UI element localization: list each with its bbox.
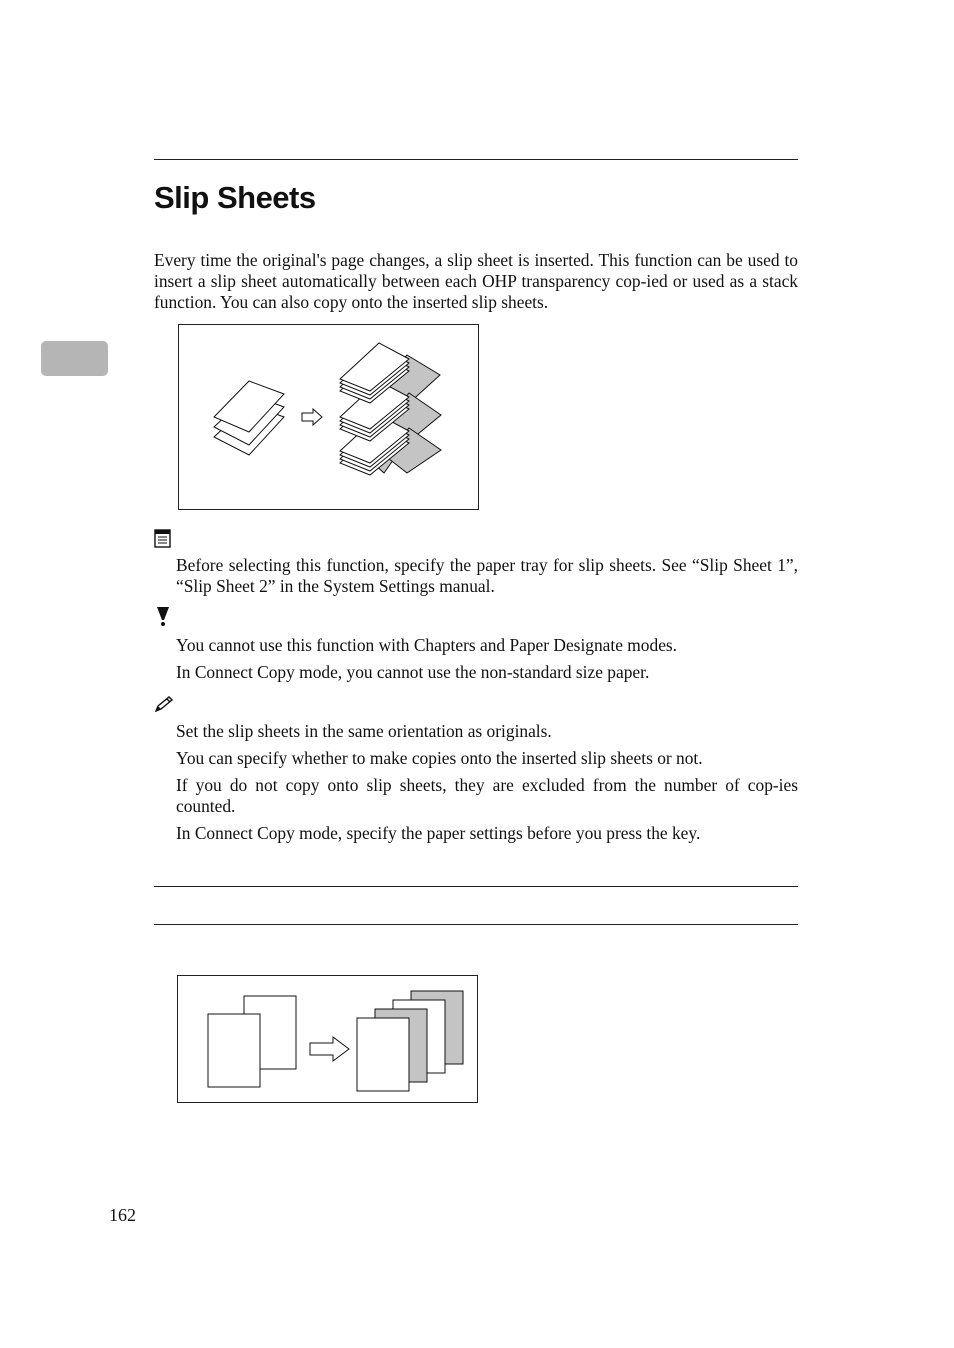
page-title: Slip Sheets (154, 180, 316, 215)
copies-illustration (357, 991, 463, 1091)
note-item: Set the slip sheets in the same orientation as originals. (176, 721, 552, 741)
stack-slip-sheet-figure (178, 324, 479, 510)
intro-paragraph: Every time the original's page changes, a slip sheet is inserted. This function can be used to insert a slip sheet automatically between each OHP transparency cop-ied or used as a stack function. You can also copy onto the inserted slip sheets. (154, 250, 798, 312)
arrow-right-icon (310, 1037, 349, 1061)
chapter-tab (41, 341, 108, 376)
top-rule (154, 159, 798, 160)
note-pencil-icon (154, 695, 174, 718)
reference-text: Before selecting this function, specify the paper tray for slip sheets. See “Slip Sheet 1”, “Slip Sheet 2” in the System Settings manual. (176, 555, 798, 596)
copy-onto-slip-sheets-figure (177, 975, 478, 1103)
arrow-right-icon (302, 409, 322, 425)
note-item: You can specify whether to make copies onto the inserted slip sheets or not. (176, 748, 703, 768)
important-item: In Connect Copy mode, you cannot use the non-standard size paper. (176, 662, 650, 682)
important-item: You cannot use this function with Chapters and Paper Designate modes. (176, 635, 678, 655)
note-item: In Connect Copy mode, specify the paper settings before you press the key. (176, 823, 701, 843)
originals-illustration (214, 381, 284, 455)
page-number: 162 (109, 1205, 136, 1225)
note-item: If you do not copy onto slip sheets, they are excluded from the number of cop-ies counted. (176, 775, 798, 816)
section-rule-bottom (154, 924, 798, 925)
reference-book-icon (154, 528, 172, 553)
copies-illustration (340, 343, 441, 475)
important-exclamation-icon (154, 605, 172, 632)
section-rule-top (154, 886, 798, 887)
originals-illustration (208, 996, 296, 1087)
